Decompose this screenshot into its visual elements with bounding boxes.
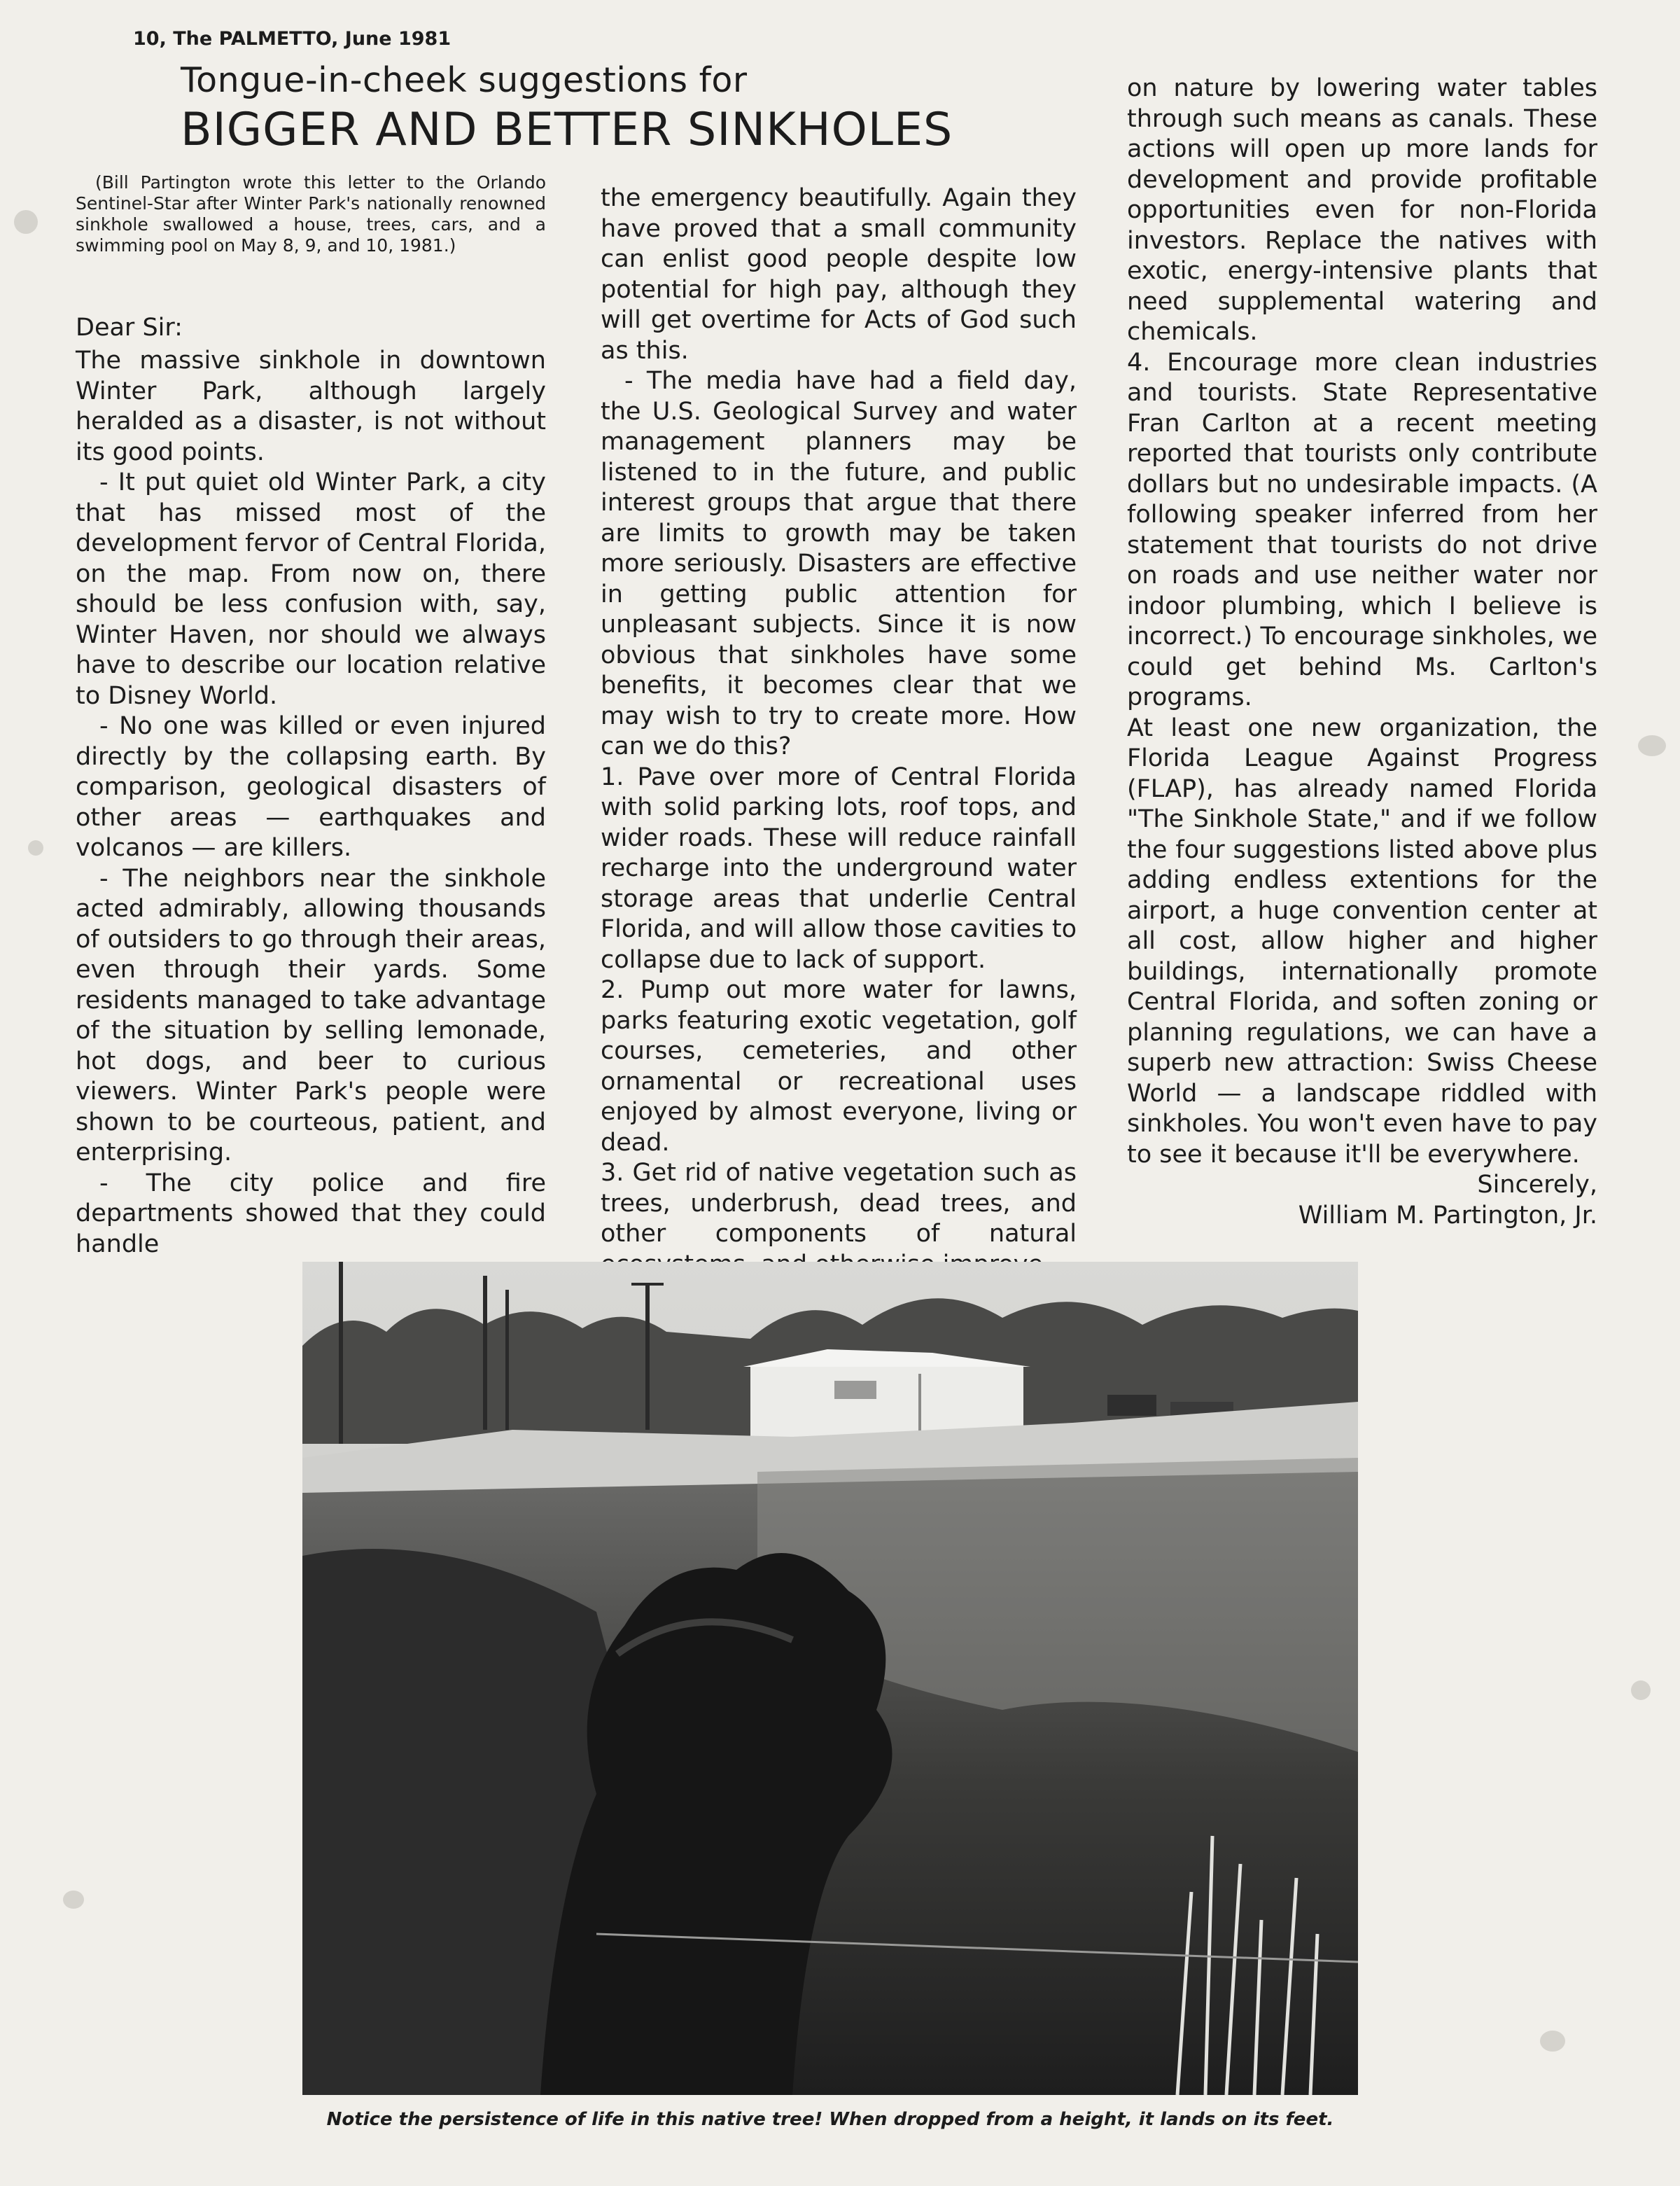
list-item: 2. Pump out more water for lawns, parks featuring exotic vegetation, golf courses, cemeteries, and other ornamental or recreational uses enjoyed by almost everyone, living or dead.	[601, 976, 1077, 1157]
article-kicker: Tongue-in-cheek suggestions for	[181, 60, 748, 100]
article-headline: BIGGER AND BETTER SINKHOLES	[181, 104, 953, 156]
print-speck	[14, 210, 38, 234]
paragraph: - It put quiet old Winter Park, a city that has missed most of the development fervor of Central Florida, on the map. From now on, there should be less confusion with, say, Winter Haven, nor should we always have to describe our location relative to Disney World.	[76, 468, 546, 710]
column-2	[601, 183, 1077, 1280]
column-1	[76, 346, 546, 1260]
print-speck	[1638, 735, 1666, 756]
paragraph: At least one new organization, the Florida League Against Progress (FLAP), has already named Florida "The Sinkhole State," and if we follow the four suggestions listed above plus adding endless extentions for the airport, a huge convention center at all cost, allow higher and higher buildings, internationally promote Central Florida, and soften zoning or planning regulations, we can have a superb new attraction: Swiss Cheese World — a landscape riddled with sinkholes. You won't even have to pay to see it because it'll be everywhere.	[1127, 713, 1597, 1169]
list-item: 3. Get rid of native vegetation such as trees, underbrush, dead trees, and other components of natural	[601, 1159, 1077, 1248]
list-item: 1. Pave over more of Central Florida with solid parking lots, roof tops, and wider roads. These will reduce rainfall recharge into the underground water storage areas that underlie Central Florida, and will allow those cavities to collapse due to lack of support.	[601, 763, 1077, 974]
signature-name: William M. Partington, Jr.	[1298, 1201, 1597, 1230]
article-intro: (Bill Partington wrote this letter to the Orlando Sentinel-Star after Winter Park's nationally renowned sinkhole swallowed a house, trees, cars, and a swimming pool on May 8, 9, and 10, 1981.)	[76, 172, 546, 256]
page-header: 10, The PALMETTO, June 1981	[133, 28, 451, 50]
column-3	[1127, 74, 1597, 1231]
print-speck	[28, 840, 43, 856]
print-speck	[1631, 1680, 1651, 1700]
paragraph: The massive sinkhole in downtown Winter Park, although largely heralded as a disaster, is not without its good points.	[76, 347, 546, 466]
list-item: 4. Encourage more clean industries and tourists. State Representative Fran Carlton at a recent meeting reported that tourists only contribute dollars but no undesirable impacts. (A following speaker inferred from her statement that tourists do not drive on roads and use neither water nor indoor plumbing, which I believe is incorrect.) To encourage sinkholes, we could get behind Ms. Carlton's programs.	[1127, 348, 1597, 711]
closing: Sincerely,	[1477, 1171, 1597, 1199]
salutation: Dear Sir:	[76, 314, 183, 342]
paragraph: the emergency beautifully. Again they have proved that a small community can enlist good people despite low potential for high pay, although they will get overtime for Acts of God such as this.	[601, 184, 1077, 365]
sinkhole-photo	[302, 1262, 1358, 2095]
paragraph: - The city police and fire departments showed that they could handle	[76, 1169, 546, 1258]
photo-illustration	[302, 1262, 1358, 2095]
print-speck	[63, 1891, 84, 1909]
paragraph: - The media have had a field day, the U.S. Geological Survey and water management planners may be listened to in the future, and public interest groups that argue that there are limits to growth may be taken more seriously. Disasters are effective in getting public attention for unpleasant subjects. Since it is now obvious that sinkholes have some benefits, it becomes clear that we may wish to try to create more. How can we do this?	[601, 367, 1077, 760]
print-speck	[1540, 2031, 1565, 2052]
paragraph: - No one was killed or even injured directly by the collapsing earth. By comparison, geological disasters of other areas — earthquakes and volcanos — are killers.	[76, 712, 546, 862]
photo-caption: Notice the persistence of life in this native tree! When dropped from a height, it lands on its feet.	[326, 2109, 1334, 2130]
paragraph: on nature by lowering water tables through such means as canals. These actions will open up more lands for development and provide profitable opportunities even for non-Florida investors. Replace the natives with exotic, energy-intensive plants that need supplemental watering and chemicals.	[1127, 74, 1597, 346]
paragraph: - The neighbors near the sinkhole acted admirably, allowing thousands of outsiders to go through their areas, even through their yards. Some residents managed to take advantage of the situation by selling lemonade, hot dogs, and beer to curious viewers. Winter Park's people were shown to be courteous, patient, and enterprising.	[76, 864, 546, 1167]
